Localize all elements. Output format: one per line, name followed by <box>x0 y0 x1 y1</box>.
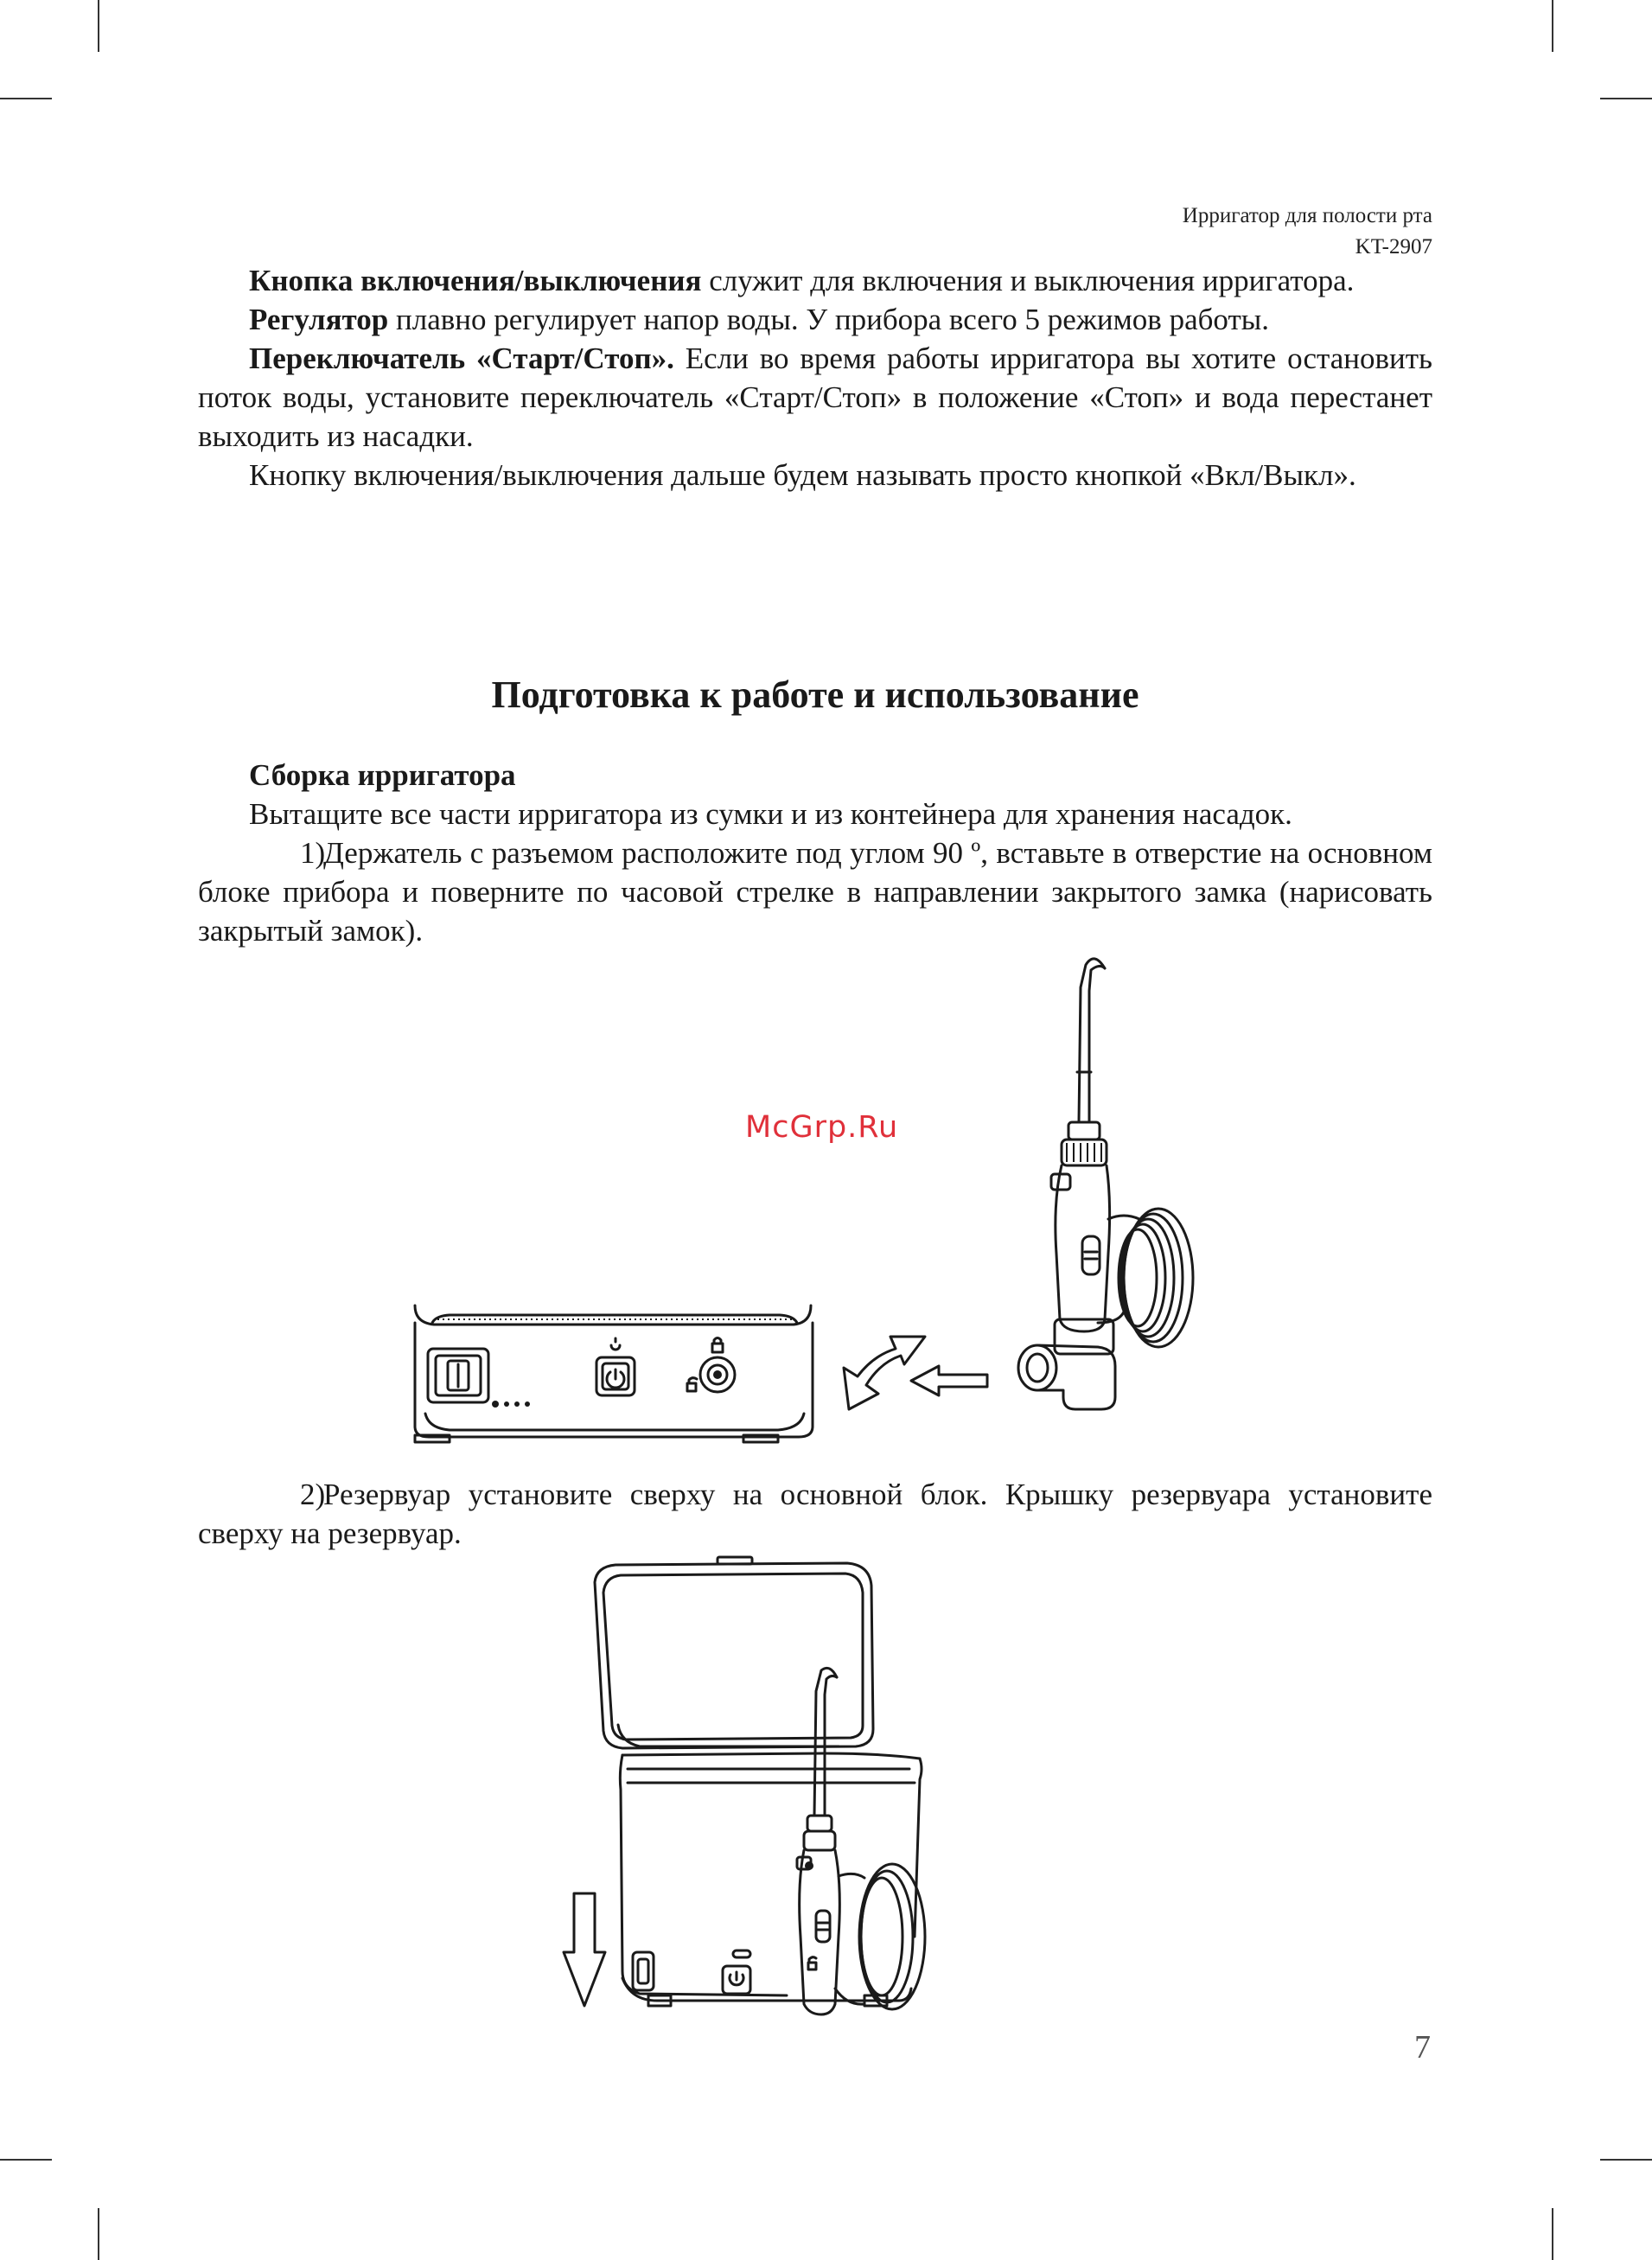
step-1-number: 1) <box>300 836 326 870</box>
step-2 <box>198 1475 1432 1553</box>
crop-mark <box>0 2159 52 2161</box>
crop-mark <box>98 2208 99 2260</box>
crop-mark <box>98 0 99 52</box>
figure-base-and-handle <box>380 942 1245 1444</box>
step-1 <box>198 833 1432 950</box>
assembly-section <box>198 756 1432 950</box>
crop-mark <box>1552 0 1553 52</box>
handle-drawing <box>1018 959 1193 1409</box>
insert-arrow-icon <box>911 1366 987 1395</box>
paragraph-lead: Вытащите все части ирригатора из сумки и из контейнера для хранения насадок. <box>249 797 1292 831</box>
section-title: Подготовка к работе и использование <box>491 674 1139 716</box>
rotation-arrow-icon <box>844 1337 925 1409</box>
running-header <box>1183 201 1432 263</box>
base-unit-drawing <box>415 1306 813 1442</box>
step-1-text: Держатель с разъемом расположите под углом 90 º, вставьте в отверстие на основном блоке прибора и поверните по часовой стрелке в направлении закрытого замка (нарисовать закрытый замок). <box>198 836 1432 948</box>
crop-mark <box>1600 2159 1652 2161</box>
header-model: KT-2907 <box>1355 235 1432 259</box>
watermark: McGrp.Ru <box>745 1110 899 1145</box>
step-2-number: 2) <box>300 1478 326 1511</box>
paragraph-start-stop: Переключатель «Старт/Стоп». Если во время работы ирригатора вы хотите остановить поток воды, установите переключатель «Старт/Стоп» в положение «Стоп» и вода перестанет выходить из насадки. <box>198 342 1432 453</box>
step-2-text: Резервуар установите сверху на основной блок. Крышку резервуара установите сверху на резервуар. <box>198 1478 1432 1550</box>
paragraph-regulator: Регулятор плавно регулирует напор воды. У прибора всего 5 режимов работы. <box>249 303 1270 336</box>
intro-section <box>198 261 1432 495</box>
header-title: Ирригатор для полости рта <box>1182 204 1432 227</box>
step-2-block <box>198 1475 1432 1553</box>
page-number: 7 <box>1414 2029 1431 2065</box>
crop-mark <box>1552 2208 1553 2260</box>
reservoir-drawing <box>564 1557 925 2014</box>
paragraph-naming: Кнопку включения/выключения дальше будем называть просто кнопкой «Вкл/Выкл». <box>249 458 1356 492</box>
crop-mark <box>0 98 52 99</box>
subsection-title: Сборка ирригатора <box>249 758 516 792</box>
paragraph-power-button: Кнопка включения/выключения служит для включения и выключения ирригатора. <box>249 264 1355 297</box>
crop-mark <box>1600 98 1652 99</box>
figure-reservoir <box>553 1556 1003 2066</box>
